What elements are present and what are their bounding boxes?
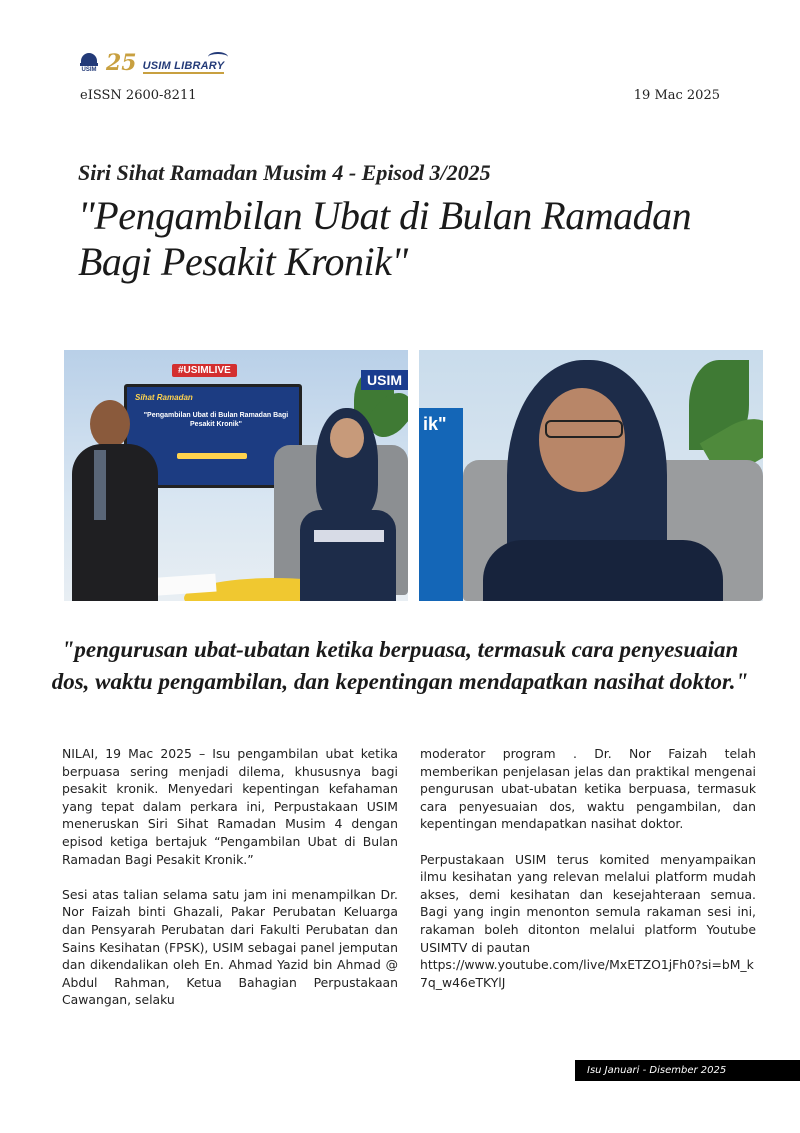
photo-studio-interview <box>64 350 408 601</box>
issn: eISSN 2600-8211 <box>80 88 197 103</box>
paragraph: NILAI, 19 Mac 2025 – Isu pengambilan ubat ketika berpuasa sering menjadi dilema, khususnya bagi pesakit kronik. Menyedari kepentingan kefahaman yang tepat dalam perkara ini, Perpustakaan USIM meneruskan Siri Sihat Ramadan Musim 4 dengan episod ketiga bertajuk “Pengambilan Ubat di Bulan Ramadan Bagi Pesakit Kronik.” <box>62 746 398 867</box>
library-logo-text: USIM LIBRARY <box>142 60 225 72</box>
pull-quote: "pengurusan ubat-ubatan ketika berpuasa, termasuk cara penyesuaian dos, waktu pengambilan, dan kepentingan mendapatkan nasihat doktor." <box>51 637 749 694</box>
paragraph: Sesi atas talian selama satu jam ini menampilkan Dr. Nor Faizah binti Ghazali, Pakar Perubatan Keluarga dan Pensyarah Perubatan dari Fakulti Perubatan dan Sains Kesihatan (FPSK), USIM sebagai panel jemputan dan dikendalikan oleh En. Ahmad Yazid bin Ahmad @ Abdul Rahman, Ketua Bahagian Perpustakaan Cawangan, selaku <box>62 886 398 1008</box>
article-title: "Pengambilan Ubat di Bulan Ramadan Bagi Pesakit Kronik" <box>78 193 692 284</box>
screen-title: "Pengambilan Ubat di Bulan Ramadan Bagi Pesakit Kronik" <box>143 412 289 428</box>
header-logos <box>78 48 224 78</box>
photo-speaker-closeup <box>419 350 763 601</box>
publication-date: 19 Mac 2025 <box>633 88 720 103</box>
live-tag: #USIMLIVE <box>172 364 237 377</box>
youtube-link[interactable]: https://www.youtube.com/live/MxETZO1jFh0?si=bM_k7q_w46eTKYlJ <box>420 957 754 990</box>
article-column-left <box>62 745 398 1027</box>
usim-corner-tag: USIM <box>361 370 408 390</box>
partial-screen-text: ik" <box>423 414 447 434</box>
paragraph: Perpustakaan USIM terus komited menyampaikan ilmu kesihatan yang relevan melalui platform mudah akses, demi kesihatan dan kesejahteraan semua. Bagi yang ingin menonton semula rakaman sesi ini, rakaman boleh ditonton melalui platform Youtube USIMTV di pautan <box>420 851 756 955</box>
screen-heading: Sihat Ramadan <box>135 393 193 402</box>
article-column-right <box>420 745 756 991</box>
issue-footer: Isu Januari - Disember 2025 <box>575 1060 800 1081</box>
anniversary-logo <box>106 51 137 75</box>
screen-edge <box>419 408 463 601</box>
paragraph: moderator program . Dr. Nor Faizah telah memberikan penjelasan jelas dan praktikal mengenai pengurusan ubat-ubatan ketika berpuasa, termasuk cara penyesuaian dos, waktu pengambilan, dan kepentingan mendapatkan nasihat doktor. <box>420 746 756 832</box>
series-heading: Siri Sihat Ramadan Musim 4 - Episod 3/2025 <box>78 160 491 185</box>
usim-logo <box>78 51 100 75</box>
usim-library-logo <box>143 52 225 74</box>
usim-logo-text: USIM <box>81 67 97 73</box>
anniversary-number: 25 <box>106 50 137 76</box>
